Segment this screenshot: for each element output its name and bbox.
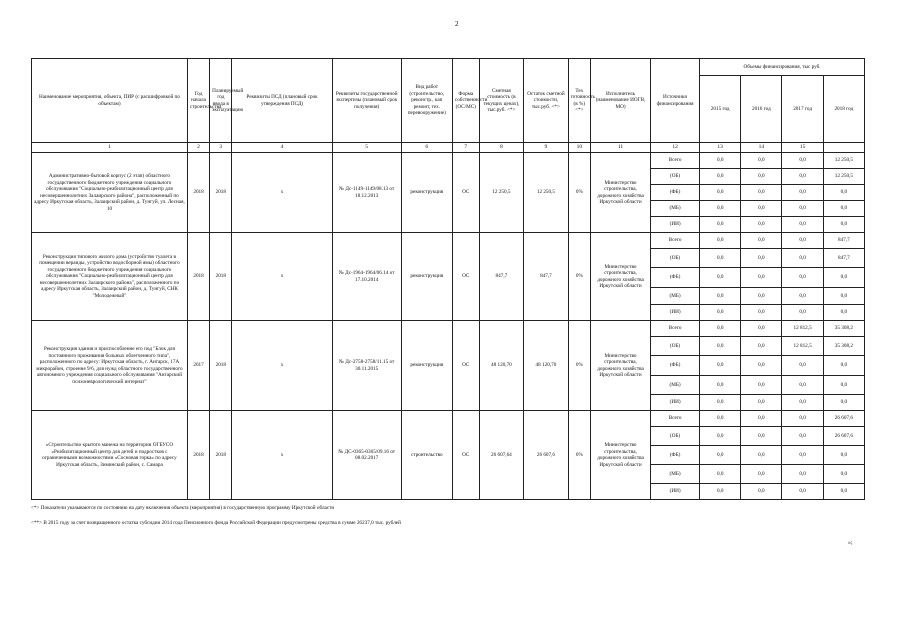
funding-value: 0,0 — [782, 427, 823, 446]
year-end: 2018 — [210, 321, 232, 411]
column-number: 7 — [452, 143, 479, 153]
funding-value: 0,0 — [741, 427, 782, 446]
column-number: 9 — [524, 143, 569, 153]
table-row — [32, 411, 865, 427]
funding-source: (ОБ) — [651, 427, 700, 446]
ownership: ОС — [452, 411, 479, 500]
funding-value: 0,0 — [823, 305, 864, 321]
funding-value: 0,0 — [700, 395, 741, 411]
object-name: Административно-бытовой корпус (2 этап) областного государственного бюджетного учреждения социального обслуживания "Социально-реабилитационный центр для несовершеннолетних Залаирского района", расположенный по адресу Иркутская область, Залаирский район, д. Тунгуй, ул. Лесная, 10 — [32, 153, 188, 233]
header-executor: Исполнитель (наименование ИОГВ, МО) — [590, 59, 650, 143]
funding-value: 0,0 — [782, 185, 823, 201]
funding-value: 0,0 — [823, 484, 864, 500]
funding-value: 12 250,5 — [823, 153, 864, 169]
column-number: 5 — [332, 143, 401, 153]
column-number: 6 — [401, 143, 452, 153]
funding-value: 0,0 — [823, 446, 864, 465]
funding-value: 0,0 — [782, 305, 823, 321]
funding-value: 0,0 — [741, 305, 782, 321]
funding-value: 35 308,2 — [823, 337, 864, 356]
column-number: 15 — [782, 143, 823, 153]
funding-value: 0,0 — [700, 217, 741, 233]
funding-value: 0,0 — [700, 169, 741, 185]
column-number: 11 — [590, 143, 650, 153]
funding-source: (МБ) — [651, 201, 700, 217]
funding-value: 0,0 — [782, 446, 823, 465]
psd-details: х — [232, 153, 332, 233]
table-body — [32, 143, 865, 500]
funding-value: 0,0 — [700, 337, 741, 356]
ownership: ОС — [452, 153, 479, 233]
column-number: 2 — [187, 143, 209, 153]
funding-value: 0,0 — [782, 411, 823, 427]
remaining-cost: 48 120,70 — [524, 321, 569, 411]
funding-value: 0,0 — [700, 356, 741, 376]
year-start: 2018 — [187, 153, 209, 233]
corner-mark: »; — [848, 540, 853, 546]
remaining-cost: 847,7 — [524, 233, 569, 321]
funding-source: (ФБ) — [651, 185, 700, 201]
funding-value: 0,0 — [741, 465, 782, 484]
funding-value: 0,0 — [741, 249, 782, 268]
funding-value: 0,0 — [823, 376, 864, 395]
column-number: 1 — [32, 143, 188, 153]
ownership: ОС — [452, 321, 479, 411]
funding-value: 0,0 — [741, 321, 782, 337]
funding-value: 0,0 — [823, 288, 864, 305]
funding-value: 0,0 — [741, 376, 782, 395]
funding-source: (ОБ) — [651, 169, 700, 185]
funding-value: 12 812,5 — [782, 337, 823, 356]
executor: Министерство строительства, дорожного хозяйства Иркутской области — [590, 411, 650, 500]
funding-value: 0,0 — [700, 185, 741, 201]
funding-source: (МБ) — [651, 376, 700, 395]
estimated-cost: 12 250,5 — [479, 153, 524, 233]
readiness: 0% — [568, 411, 590, 500]
funding-value: 0,0 — [741, 446, 782, 465]
funding-source: (ИИ) — [651, 217, 700, 233]
funding-source: Всего — [651, 233, 700, 249]
funding-value: 0,0 — [700, 233, 741, 249]
funding-source: Всего — [651, 153, 700, 169]
work-type: реконструкция — [401, 321, 452, 411]
funding-value: 0,0 — [700, 484, 741, 500]
funding-value: 847,7 — [823, 249, 864, 268]
object-name: Реконструкция типового жилого дома (устройство туалета в помещении веранды, устройство водосборной ямы) областного государственного бюджетного учреждения социального обслуживания "Социально-реабилитационный центр для несовершеннолетних Залаирского района", расположенного по адресу Иркутская область, Залаирский район, д. Тунгуй, СНК "Молодежный" — [32, 233, 188, 321]
header-2018: 2018 год — [823, 76, 864, 143]
funding-value: 0,0 — [741, 337, 782, 356]
header-psd: Реквизиты ПСД (плановый срок утверждения ПСД) — [232, 59, 332, 143]
year-start: 2017 — [187, 321, 209, 411]
header-ownership: Форма собственности (ОС/МС) — [452, 59, 479, 143]
funding-source: (ИИ) — [651, 395, 700, 411]
executor: Министерство строительства, дорожного хозяйства Иркутской области — [590, 321, 650, 411]
expertise-details: № ДС-0365-0365/09.16 от 08.02.2017 — [332, 411, 401, 500]
header-2017: 2017 год — [782, 76, 823, 143]
funding-value: 0,0 — [782, 201, 823, 217]
funding-value: 0,0 — [782, 153, 823, 169]
header-2016: 2016 год — [741, 76, 782, 143]
column-number: 14 — [741, 143, 782, 153]
header-est-cost: Сметная стоимость (в текущих ценах), тыс.руб. <*> — [479, 59, 524, 143]
executor: Министерство строительства, дорожного хозяйства Иркутской области — [590, 153, 650, 233]
expertise-details: № Дс-1964-1964/06.14 от 17.10.2014 — [332, 233, 401, 321]
expertise-details: № Дс-2758-2758/11.15 от 30.11.2015 — [332, 321, 401, 411]
funding-value: 0,0 — [823, 395, 864, 411]
remaining-cost: 26 607,6 — [524, 411, 569, 500]
funding-value: 0,0 — [782, 233, 823, 249]
funding-value: 0,0 — [782, 217, 823, 233]
psd-details: х — [232, 321, 332, 411]
funding-source: Всего — [651, 411, 700, 427]
psd-details: х — [232, 411, 332, 500]
column-number: 3 — [210, 143, 232, 153]
header-remainder: Остаток сметной стоимости, тыс.руб. <*> — [524, 59, 569, 143]
funding-source: (ИИ) — [651, 305, 700, 321]
column-number: 4 — [232, 143, 332, 153]
funding-source: Всего — [651, 321, 700, 337]
funding-value: 12 250,5 — [823, 169, 864, 185]
funding-value: 35 308,2 — [823, 321, 864, 337]
table-row — [32, 321, 865, 337]
funding-value: 0,0 — [700, 249, 741, 268]
funding-value: 0,0 — [741, 395, 782, 411]
table-row — [32, 153, 865, 169]
header-name: Наименование мероприятия, объекта, ПИР (с расшифровкой по объектам) — [32, 59, 188, 143]
funding-value: 0,0 — [782, 169, 823, 185]
object-name: Реконструкция здания и приспособление его под "Блок для постоянного проживания больных облегченного типа", расположенного по адресу: Иркутская область, г. Ангарск, 17А микрорайон, строение 9/6, для нужд областного государственного автономного учреждения социального обслуживания "Ангарский психоневрологический интернат" — [32, 321, 188, 411]
funding-value: 0,0 — [700, 153, 741, 169]
table-row — [32, 233, 865, 249]
page-number: 2 — [455, 20, 459, 28]
psd-details: х — [232, 233, 332, 321]
funding-value: 0,0 — [782, 288, 823, 305]
header-year-end: Планируемый год ввода в эксплуатацию — [210, 59, 232, 143]
column-number — [823, 143, 864, 153]
funding-value: 0,0 — [741, 185, 782, 201]
readiness: 0% — [568, 153, 590, 233]
funding-value: 0,0 — [823, 185, 864, 201]
header-2015: 2015 год — [700, 76, 741, 143]
funding-value: 0,0 — [823, 201, 864, 217]
funding-source: (ИИ) — [651, 484, 700, 500]
remaining-cost: 12 250,5 — [524, 153, 569, 233]
funding-value: 0,0 — [741, 268, 782, 288]
header-funding: Объемы финансирования, тыс руб. — [700, 59, 865, 76]
funding-source: (МБ) — [651, 288, 700, 305]
work-type: строительство — [401, 411, 452, 500]
funding-value: 0,0 — [823, 465, 864, 484]
estimated-cost: 48 120,70 — [479, 321, 524, 411]
funding-source: (ФБ) — [651, 268, 700, 288]
readiness: 0% — [568, 321, 590, 411]
estimated-cost: 26 607,64 — [479, 411, 524, 500]
funding-value: 0,0 — [741, 356, 782, 376]
funding-value: 0,0 — [823, 217, 864, 233]
funding-value: 26 607,6 — [823, 411, 864, 427]
column-number-row — [32, 143, 865, 153]
funding-value: 0,0 — [741, 411, 782, 427]
estimated-cost: 847,7 — [479, 233, 524, 321]
work-type: реконструкция — [401, 233, 452, 321]
executor: Министерство строительства, дорожного хозяйства Иркутской области — [590, 233, 650, 321]
funding-value: 0,0 — [782, 249, 823, 268]
funding-value: 0,0 — [782, 376, 823, 395]
funding-value: 0,0 — [741, 484, 782, 500]
funding-value: 0,0 — [741, 169, 782, 185]
funding-value: 0,0 — [782, 395, 823, 411]
column-number: 10 — [568, 143, 590, 153]
funding-value: 26 607,6 — [823, 427, 864, 446]
funding-value: 0,0 — [700, 268, 741, 288]
header-year-start: Год начала строительства — [187, 59, 209, 143]
funding-value: 0,0 — [700, 446, 741, 465]
funding-value: 0,0 — [782, 484, 823, 500]
year-end: 2018 — [210, 233, 232, 321]
footnote-1: <*> Показатели указываются по состоянию на дату включения объекта (мероприятия) в государственную программу Иркутской области — [31, 505, 335, 511]
funding-value: 0,0 — [700, 201, 741, 217]
funding-value: 0,0 — [700, 376, 741, 395]
funding-source: (ОБ) — [651, 337, 700, 356]
year-end: 2018 — [210, 411, 232, 500]
funding-value: 0,0 — [741, 201, 782, 217]
funding-value: 0,0 — [741, 233, 782, 249]
funding-value: 0,0 — [823, 268, 864, 288]
expertise-details: № Дс-1149-1149/08.13 от 18.12.2013 — [332, 153, 401, 233]
header-expertise: Реквизиты государственной экспертизы (плановый срок получения) — [332, 59, 401, 143]
funding-value: 0,0 — [741, 153, 782, 169]
footnote-2: <**> В 2015 году за счет возвращенного остатка субсидии 2014 года Пенсионного фонда Российской Федерации предусмотрены средства в сумме 26237,0 тыс. рублей — [31, 520, 401, 526]
year-start: 2018 — [187, 233, 209, 321]
funding-value: 847,7 — [823, 233, 864, 249]
header-source: Источники финансирования — [651, 59, 700, 143]
funding-value: 0,0 — [782, 356, 823, 376]
funding-value: 0,0 — [700, 321, 741, 337]
funding-value: 0,0 — [823, 356, 864, 376]
column-number: 12 — [651, 143, 700, 153]
funding-source: (МБ) — [651, 465, 700, 484]
funding-value: 0,0 — [700, 411, 741, 427]
funding-value: 0,0 — [782, 465, 823, 484]
header-work-type: Вид работ (строительство, реконстр., кап ремонт, тех. перевооружение) — [401, 59, 452, 143]
funding-value: 0,0 — [741, 217, 782, 233]
column-number: 8 — [479, 143, 524, 153]
funding-source: (ФБ) — [651, 446, 700, 465]
funding-value: 0,0 — [700, 305, 741, 321]
funding-value: 0,0 — [782, 268, 823, 288]
ownership: ОС — [452, 233, 479, 321]
column-number: 13 — [700, 143, 741, 153]
year-start: 2018 — [187, 411, 209, 500]
funding-source: (ОБ) — [651, 249, 700, 268]
funding-value: 12 812,5 — [782, 321, 823, 337]
header-readiness: Тех готовность (в %) <*> — [568, 59, 590, 143]
work-type: реконструкция — [401, 153, 452, 233]
funding-value: 0,0 — [700, 288, 741, 305]
funding-table — [31, 58, 865, 500]
object-name: «Строительство крытого манежа на территории ОГБУСО «Реабилитационный центр для детей и подростков с ограниченными возможностями «Сосновая горка» по адресу Иркутская область, Зиминский район, с. Самара — [32, 411, 188, 500]
funding-value: 0,0 — [741, 288, 782, 305]
year-end: 2018 — [210, 153, 232, 233]
funding-source: (ФБ) — [651, 356, 700, 376]
funding-value: 0,0 — [700, 427, 741, 446]
readiness: 0% — [568, 233, 590, 321]
funding-value: 0,0 — [700, 465, 741, 484]
